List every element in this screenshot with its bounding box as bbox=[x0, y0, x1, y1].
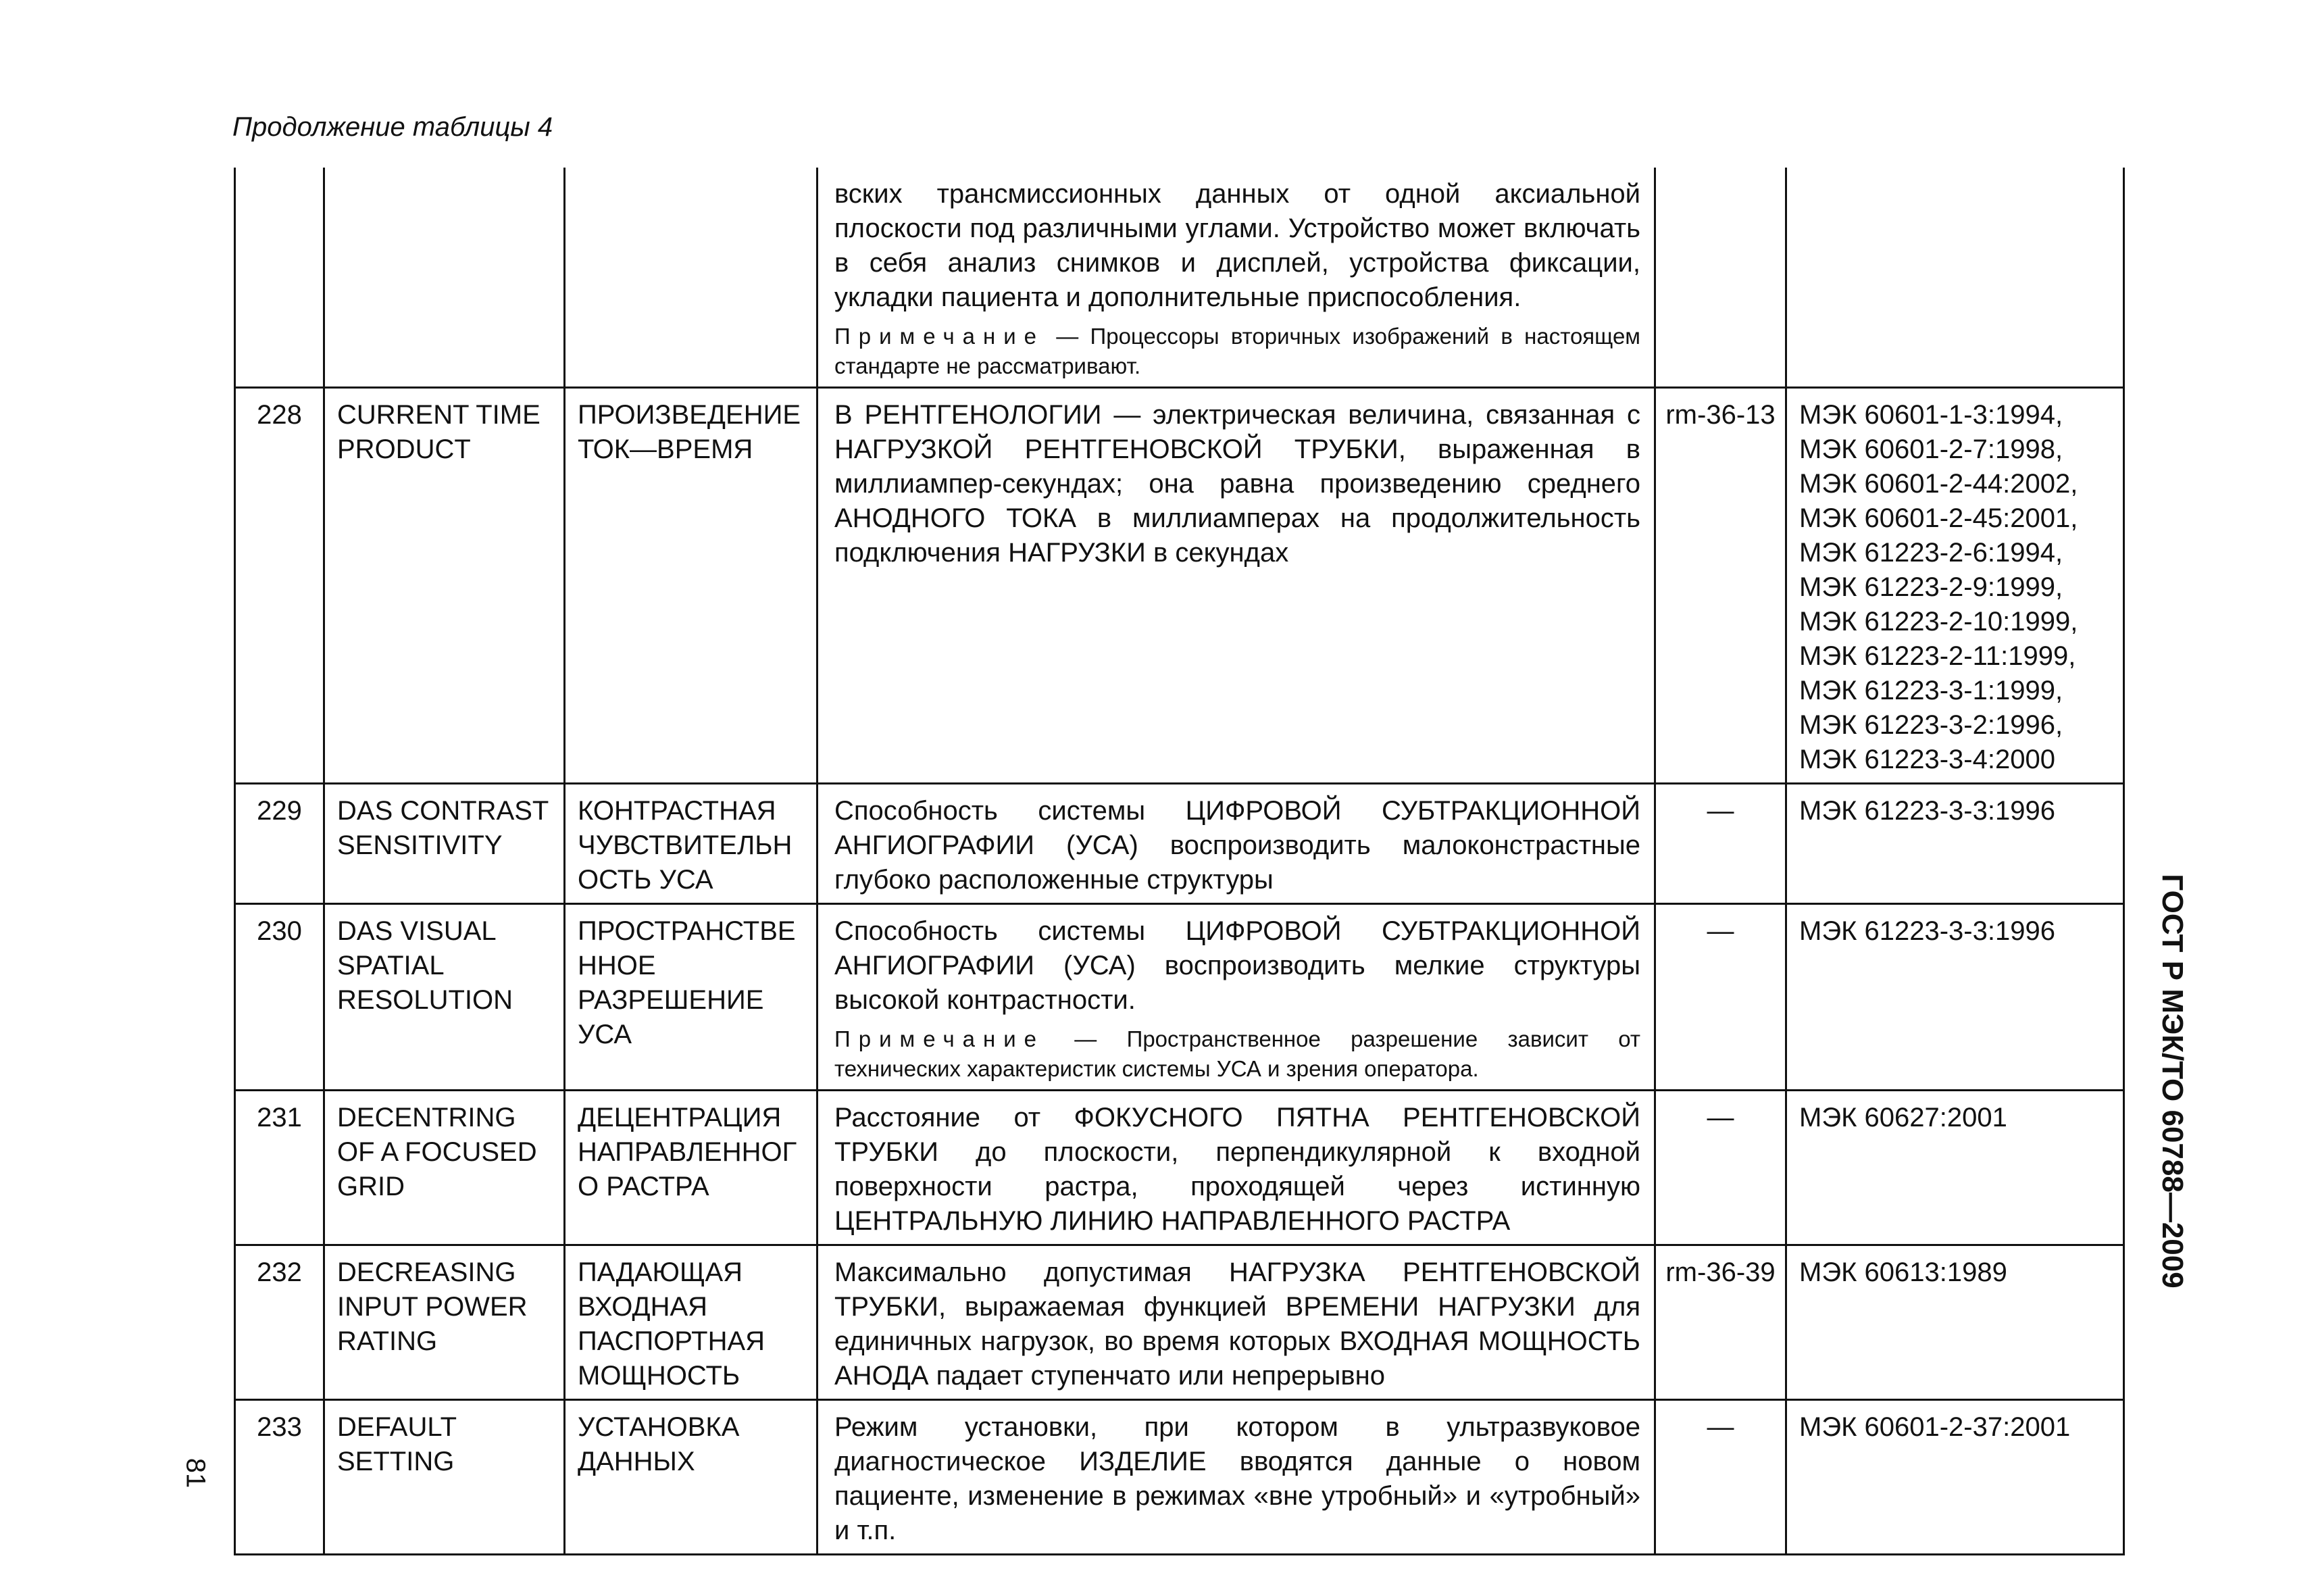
term-russian: ПАДАЮЩАЯ ВХОДНАЯ ПАСПОРТНАЯ МОЩНОСТЬ bbox=[565, 1245, 818, 1400]
code-cell: — bbox=[1655, 904, 1786, 1091]
definition-text: Способность системы ЦИФРОВОЙ СУБТРАКЦИОННОЙ АНГИОГРАФИИ (УСА) воспроизводить малоконстрастные глубоко расположенные структуры bbox=[834, 796, 1640, 895]
reference: МЭК 60613:1989 bbox=[1799, 1257, 2007, 1287]
term-number: 231 bbox=[235, 1091, 324, 1245]
table-row-229 bbox=[235, 784, 2124, 904]
terms-table bbox=[234, 168, 2125, 1555]
table-caption: Продолжение таблицы 4 bbox=[232, 112, 553, 142]
term-russian: УСТАНОВКА ДАННЫХ bbox=[565, 1400, 818, 1555]
reference-cell bbox=[1786, 388, 2124, 784]
table-row-continued bbox=[235, 168, 2124, 388]
term-number: 230 bbox=[235, 904, 324, 1091]
reference: МЭК 61223-2-6:1994, bbox=[1799, 538, 2063, 568]
definition-cell bbox=[818, 388, 1655, 784]
term-english: DECENTRING OF A FOCUSED GRID bbox=[324, 1091, 565, 1245]
definition-text: В РЕНТГЕНОЛОГИИ — электрическая величина, связанная с НАГРУЗКОЙ РЕНТГЕНОВСКОЙ ТРУБКИ, выраженная в миллиампер-секундах; она равна произведению среднего АНОДНОГО ТОКА в миллиамперах на продолжительность подключения НАГРУЗКИ в секундах bbox=[834, 400, 1640, 568]
document-standard-title: ГОСТ Р МЭК/ТО 60788—2009 bbox=[2156, 874, 2189, 1289]
definition-text: Способность системы ЦИФРОВОЙ СУБТРАКЦИОННОЙ АНГИОГРАФИИ (УСА) воспроизводить мелкие структуры высокой контрастности. bbox=[834, 916, 1640, 1015]
reference-cell bbox=[1786, 784, 2124, 904]
term-number: 229 bbox=[235, 784, 324, 904]
reference: МЭК 61223-2-10:1999, bbox=[1799, 607, 2078, 637]
note bbox=[834, 1024, 1640, 1084]
reference: МЭК 60601-2-44:2002, bbox=[1799, 469, 2078, 499]
term-english: CURRENT TIME PRODUCT bbox=[324, 388, 565, 784]
code-cell: — bbox=[1655, 784, 1786, 904]
table-row-232 bbox=[235, 1245, 2124, 1400]
term-english: DECREASING INPUT POWER RATING bbox=[324, 1245, 565, 1400]
term-english: DEFAULT SETTING bbox=[324, 1400, 565, 1555]
definition-cell bbox=[818, 168, 1655, 388]
reference: МЭК 60627:2001 bbox=[1799, 1103, 2007, 1132]
code-cell: rm-36-13 bbox=[1655, 388, 1786, 784]
reference: МЭК 61223-3-1:1999, bbox=[1799, 676, 2063, 705]
definition-cell bbox=[818, 784, 1655, 904]
reference-cell bbox=[1786, 1400, 2124, 1555]
table-row-228 bbox=[235, 388, 2124, 784]
page-number: 81 bbox=[180, 1457, 211, 1489]
reference: МЭК 61223-3-4:2000 bbox=[1799, 745, 2055, 774]
note bbox=[834, 322, 1640, 381]
definition-cell bbox=[818, 1245, 1655, 1400]
code-cell: — bbox=[1655, 1091, 1786, 1245]
term-en-cell bbox=[324, 168, 565, 388]
code-cell bbox=[1655, 168, 1786, 388]
num-cell bbox=[235, 168, 324, 388]
term-english: DAS VISUAL SPATIAL RESOLUTION bbox=[324, 904, 565, 1091]
definition-text: Расстояние от ФОКУСНОГО ПЯТНА РЕНТГЕНОВСКОЙ ТРУБКИ до плоскости, перпендикулярной к входной поверхности растра, проходящей через истинную ЦЕНТРАЛЬНУЮ ЛИНИЮ НАПРАВЛЕННОГО РАСТРА bbox=[834, 1103, 1640, 1236]
term-russian: ПРОСТРАНСТВЕННОЕ РАЗРЕШЕНИЕ УСА bbox=[565, 904, 818, 1091]
code-cell: rm-36-39 bbox=[1655, 1245, 1786, 1400]
reference: МЭК 60601-2-37:2001 bbox=[1799, 1412, 2071, 1442]
term-russian: ПРОИЗВЕДЕНИЕ ТОК—ВРЕМЯ bbox=[565, 388, 818, 784]
reference-cell bbox=[1786, 1245, 2124, 1400]
term-number: 233 bbox=[235, 1400, 324, 1555]
reference: МЭК 61223-3-3:1996 bbox=[1799, 796, 2055, 826]
note-label: Примечание bbox=[834, 324, 1045, 349]
reference: МЭК 60601-2-45:2001, bbox=[1799, 503, 2078, 533]
table-row-231 bbox=[235, 1091, 2124, 1245]
reference: МЭК 61223-2-9:1999, bbox=[1799, 572, 2063, 602]
code-cell: — bbox=[1655, 1400, 1786, 1555]
reference: МЭК 60601-2-7:1998, bbox=[1799, 434, 2063, 464]
definition-text: вских трансмиссионных данных от одной аксиальной плоскости под различными углами. Устройство может включать в себя анализ снимков и дисплей, устройства фиксации, укладки пациента и дополнительные приспособления. bbox=[834, 179, 1640, 312]
reference: МЭК 60601-1-3:1994, bbox=[1799, 400, 2063, 430]
reference: МЭК 61223-3-2:1996, bbox=[1799, 710, 2063, 740]
note-text: — Пространственное разрешение зависит от технических характеристик системы УСА и зрения оператора. bbox=[834, 1026, 1640, 1081]
note-label: Примечание bbox=[834, 1026, 1045, 1051]
term-ru-cell bbox=[565, 168, 818, 388]
table-row-230 bbox=[235, 904, 2124, 1091]
definition-cell bbox=[818, 904, 1655, 1091]
term-number: 232 bbox=[235, 1245, 324, 1400]
definition-cell bbox=[818, 1400, 1655, 1555]
reference: МЭК 61223-3-3:1996 bbox=[1799, 916, 2055, 946]
reference: МЭК 61223-2-11:1999, bbox=[1799, 641, 2076, 671]
term-russian: ДЕЦЕНТРАЦИЯ НАПРАВЛЕННОГО РАСТРА bbox=[565, 1091, 818, 1245]
definition-text: Максимально допустимая НАГРУЗКА РЕНТГЕНОВСКОЙ ТРУБКИ, выражаемая функцией ВРЕМЕНИ НАГРУЗКИ для единичных нагрузок, во время которых ВХОДНАЯ МОЩНОСТЬ АНОДА падает ступенчато или непрерывно bbox=[834, 1257, 1640, 1391]
term-russian: КОНТРАСТНАЯ ЧУВСТВИТЕЛЬНОСТЬ УСА bbox=[565, 784, 818, 904]
definition-cell bbox=[818, 1091, 1655, 1245]
table-row-233 bbox=[235, 1400, 2124, 1555]
note-text: — Процессоры вторичных изображений в настоящем стандарте не рассматривают. bbox=[834, 324, 1640, 378]
definition-text: Режим установки, при котором в ультразвуковое диагностическое ИЗДЕЛИЕ вводятся данные о новом пациенте, изменение в режимах «вне утробный» и «утробный» и т.п. bbox=[834, 1412, 1640, 1545]
reference-cell bbox=[1786, 168, 2124, 388]
term-number: 228 bbox=[235, 388, 324, 784]
term-english: DAS CONTRAST SENSITIVITY bbox=[324, 784, 565, 904]
reference-cell bbox=[1786, 1091, 2124, 1245]
reference-cell bbox=[1786, 904, 2124, 1091]
